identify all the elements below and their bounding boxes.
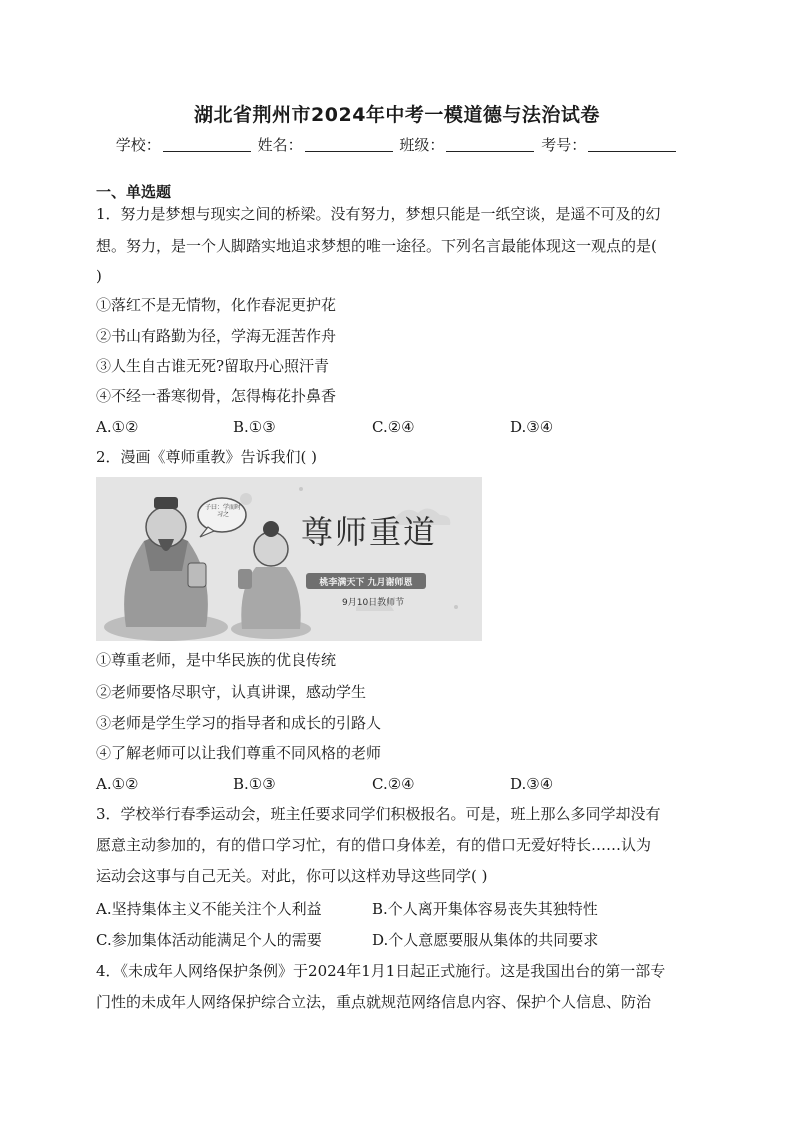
q2-item-4: ④了解老师可以让我们尊重不同风格的老师 (96, 744, 382, 762)
q2-option-b[interactable]: B.①③ (233, 775, 276, 793)
q3-option-b[interactable]: B.个人离开集体容易丧失其独特性 (372, 900, 598, 918)
q2-option-d[interactable]: D.③④ (510, 775, 554, 793)
name-blank (305, 137, 393, 152)
q1-option-c[interactable]: C.②④ (372, 418, 415, 436)
q1-item-2: ②书山有路勤为径，学海无涯苦作舟 (96, 327, 337, 345)
q1-stem-line-1: 1．努力是梦想与现实之间的桥梁。没有努力，梦想只能是一纸空谈，是遥不可及的幻 (96, 205, 661, 223)
q2-option-c[interactable]: C.②④ (372, 775, 415, 793)
class-blank (446, 137, 534, 152)
teacher-day-cartoon (96, 477, 482, 641)
cartoon-date: 9月10日教师节 (342, 598, 405, 608)
page-title: 湖北省荆州市2024年中考一模道德与法治试卷 (194, 104, 600, 126)
student-info-row (0, 134, 794, 155)
section-heading: 一、单选题 (96, 183, 172, 201)
q2-item-1: ①尊重老师，是中华民族的优良传统 (96, 651, 337, 669)
number-blank (588, 137, 676, 152)
q2-option-a[interactable]: A.①② (96, 775, 139, 793)
q2-stem: 2．漫画《尊师重教》告诉我们( ) (96, 448, 318, 466)
q1-option-b[interactable]: B.①③ (233, 418, 276, 436)
q1-option-a[interactable]: A.①② (96, 418, 139, 436)
school-blank (163, 137, 251, 152)
q1-stem-line-2: 想。努力，是一个人脚踏实地追求梦想的唯一途径。下列名言最能体现这一观点的是( (96, 237, 657, 255)
q3-stem-line-1: 3．学校举行春季运动会，班主任要求同学们积极报名。可是，班上那么多同学却没有 (96, 805, 661, 823)
q3-option-d[interactable]: D.个人意愿要服从集体的共同要求 (372, 931, 599, 949)
q2-item-3: ③老师是学生学习的指导者和成长的引路人 (96, 714, 382, 732)
q4-stem-line-1: 4．《未成年人网络保护条例》于2024年1月1日起正式施行。这是我国出台的第一部专 (96, 962, 666, 980)
cartoon-bubble-text: 子曰：学而时习之 (204, 504, 241, 518)
school-label: 学校： (115, 136, 161, 154)
q3-stem-line-3: 运动会这事与自己无关。对此，你可以这样劝导这些同学( ) (96, 867, 488, 885)
q1-option-d[interactable]: D.③④ (510, 418, 554, 436)
cartoon-illustration (96, 477, 482, 641)
number-label: 考号： (541, 136, 587, 154)
q1-item-1: ①落红不是无情物，化作春泥更护花 (96, 296, 337, 314)
cartoon-banner-text: 桃李满天下 九月谢师恩 (319, 578, 413, 588)
q1-item-4: ④不经一番寒彻骨，怎得梅花扑鼻香 (96, 387, 337, 405)
name-label: 姓名： (257, 136, 303, 154)
q4-stem-line-2: 门性的未成年人网络保护综合立法，重点就规范网络信息内容、保护个人信息、防治 (96, 993, 652, 1011)
class-label: 班级： (399, 136, 445, 154)
q1-stem-line-3: ) (96, 267, 102, 285)
q3-option-a[interactable]: A.坚持集体主义不能关注个人利益 (96, 900, 322, 918)
q2-item-2: ②老师要恪尽职守，认真讲课，感动学生 (96, 683, 367, 701)
cartoon-heading: 尊师重道 (301, 513, 438, 551)
q3-option-c[interactable]: C.参加集体活动能满足个人的需要 (96, 931, 322, 949)
q1-item-3: ③人生自古谁无死?留取丹心照汗青 (96, 357, 330, 375)
q3-stem-line-2: 愿意主动参加的，有的借口学习忙，有的借口身体差，有的借口无爱好特长……认为 (96, 836, 652, 854)
